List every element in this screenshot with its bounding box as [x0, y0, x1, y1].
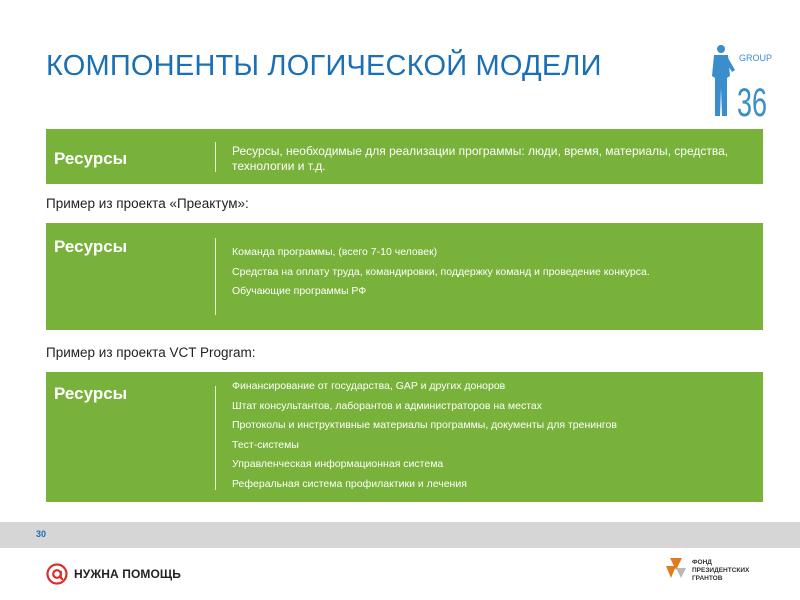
fond-line: ГРАНТОВ	[692, 575, 723, 582]
fond-prezidentskih-grantov-logo	[664, 556, 749, 583]
fond-logo-icon	[664, 556, 688, 580]
svg-text:36: 36	[737, 81, 767, 125]
list-item: Средства на оплату труда, командировки, поддержку команд и проведение конкурса.	[232, 265, 650, 278]
panel-divider	[215, 238, 216, 315]
resource-list	[232, 377, 617, 494]
fond-line: ПРЕЗИДЕНТСКИХ	[692, 567, 750, 574]
page-title: КОМПОНЕНТЫ ЛОГИЧЕСКОЙ МОДЕЛИ	[46, 50, 602, 82]
footer-bar	[0, 522, 800, 548]
list-item: Команда программы, (всего 7-10 человек)	[232, 246, 438, 258]
panel-text: Ресурсы, необходимые для реализации программы: люди, время, материалы, средства, технологии и т.д.	[232, 144, 729, 173]
group-36-logo	[708, 44, 773, 125]
panel-divider	[215, 142, 216, 172]
page-number: 30	[36, 529, 47, 539]
nuzhna-pomosh-logo	[46, 563, 181, 585]
list-item: Управленческая информационная система	[232, 458, 444, 470]
panel-label: Ресурсы	[54, 384, 128, 403]
vct-resources-panel	[46, 372, 763, 502]
panel-label: Ресурсы	[54, 149, 128, 168]
example-heading-vct: Пример из проекта VCT Program:	[46, 345, 256, 360]
fond-line: ФОНД	[692, 559, 712, 566]
resource-list	[232, 243, 650, 302]
panel-label: Ресурсы	[54, 237, 128, 256]
svg-text:GROUP: GROUP	[739, 53, 773, 63]
fond-text	[692, 559, 749, 583]
list-item: Тест-системы	[232, 438, 299, 451]
example-heading-preaktum: Пример из проекта «Преактум»:	[46, 196, 249, 211]
at-sign-icon	[46, 563, 68, 585]
definition-panel	[46, 129, 763, 184]
list-item: Протоколы и инструктивные материалы программы, документы для тренингов	[232, 419, 617, 431]
list-item: Обучающие программы РФ	[232, 285, 367, 297]
preaktum-resources-panel	[46, 223, 763, 330]
list-item: Реферальная система профилактики и лечения	[232, 477, 467, 490]
list-item: Штат консультантов, лаборантов и администраторов на местах	[232, 399, 542, 412]
panel-divider	[215, 386, 216, 490]
nuzhna-pomosh-text: НУЖНА ПОМОЩЬ	[74, 567, 181, 581]
list-item: Финансирование от государства, GAP и других доноров	[232, 380, 506, 392]
